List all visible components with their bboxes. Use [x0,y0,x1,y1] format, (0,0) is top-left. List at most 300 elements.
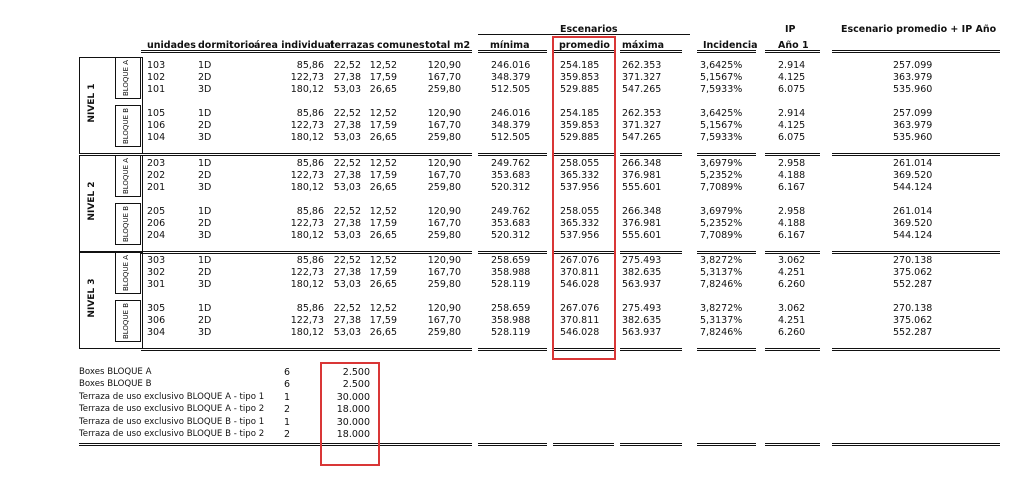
rule-line [620,50,682,51]
table-cell: 7,8246% [700,279,743,291]
rule-line [478,350,547,351]
rule-line [832,52,1000,53]
table-cell: 370.811 [560,315,600,327]
table-cell: 258.055 [560,206,600,217]
table-cell: 257.099 [893,60,933,71]
table-cell: 2D [198,72,212,84]
rule-line [478,153,547,154]
table-cell: 26,65 [369,327,397,339]
extra-qty: 6 [284,367,291,378]
table-cell: 4.251 [778,315,806,327]
rule-line [832,155,1000,156]
table-cell: 101 [147,84,166,96]
table-cell: 6.075 [778,132,806,144]
table-cell: 2.914 [778,60,806,71]
table-cell: 262.353 [622,60,662,71]
table-cell: 180,12 [290,132,324,144]
rule-line [620,445,682,446]
rule-line [478,50,547,51]
table-cell: 365.332 [560,170,600,182]
table-cell: 22,52 [333,108,361,119]
table-cell: 17,59 [369,120,397,132]
table-cell: 3D [198,279,212,291]
table-cell: 359.853 [560,120,600,132]
table-cell: 2.958 [778,206,806,217]
table-cell: 249.762 [491,206,531,217]
extra-label: Boxes BLOQUE B [79,379,152,390]
table-cell: 12,52 [369,255,397,266]
table-cell: 512.505 [491,132,531,144]
rule-line [478,52,547,53]
table-cell: 358.988 [491,315,531,327]
table-cell: 6.167 [778,230,806,242]
column-header: dormitorio [198,40,255,51]
rule-line [620,253,682,254]
table-cell: 365.332 [560,218,600,230]
rule-line [765,445,820,446]
table-cell: 120,90 [427,158,461,169]
rule-line [832,251,1000,252]
table-cell: 563.937 [622,327,662,339]
table-cell: 120,90 [427,206,461,217]
boxes-highlight [320,362,380,466]
table-cell: 382.635 [622,267,662,279]
table-cell: 3.062 [778,255,806,266]
table-cell: 22,52 [333,158,361,169]
table-cell: 246.016 [491,108,531,119]
table-cell: 120,90 [427,303,461,314]
bloque-label: BLOQUE B [122,107,130,145]
table-cell: 167,70 [427,72,461,84]
table-cell: 258.659 [491,255,531,266]
table-cell: 249.762 [491,158,531,169]
rule-line [478,253,547,254]
table-cell: 259,80 [427,327,461,339]
rule-line [765,443,820,444]
table-cell: 363.979 [893,120,933,132]
rule-line [553,445,614,446]
table-cell: 546.028 [560,327,600,339]
table-cell: 27,38 [333,170,361,182]
escenarios-header: Escenarios [560,24,618,35]
table-cell: 3,6979% [700,206,743,217]
table-cell: 257.099 [893,108,933,119]
table-cell: 17,59 [369,170,397,182]
table-cell: 53,03 [333,182,361,194]
table-cell: 262.353 [622,108,662,119]
table-cell: 53,03 [333,84,361,96]
column-header: mínima [490,40,530,51]
table-cell: 305 [147,303,166,314]
column-header: terrazas [330,40,375,51]
table-cell: 22,52 [333,303,361,314]
table-cell: 167,70 [427,170,461,182]
rule-line [697,445,756,446]
table-cell: 246.016 [491,60,531,71]
table-cell: 27,38 [333,72,361,84]
table-cell: 85,86 [296,303,324,314]
table-cell: 261.014 [893,158,933,169]
table-cell: 529.885 [560,84,600,96]
rule-line [832,348,1000,349]
table-cell: 348.379 [491,72,531,84]
table-cell: 2.914 [778,108,806,119]
table-cell: 555.601 [622,230,662,242]
rule-line [765,155,820,156]
table-cell: 26,65 [369,84,397,96]
rule-line [620,350,682,351]
table-cell: 4.188 [778,218,806,230]
table-cell: 275.493 [622,255,662,266]
table-cell: 3D [198,327,212,339]
rule-line [832,50,1000,51]
table-cell: 167,70 [427,315,461,327]
column-header: total m2 [425,40,471,51]
table-cell: 5,1567% [700,72,743,84]
table-cell: 203 [147,158,166,169]
table-cell: 120,90 [427,255,461,266]
rule-line [141,155,472,156]
table-cell: 358.988 [491,267,531,279]
table-cell: 259,80 [427,182,461,194]
table-cell: 261.014 [893,206,933,217]
table-cell: 180,12 [290,327,324,339]
table-cell: 26,65 [369,132,397,144]
table-cell: 206 [147,218,166,230]
rule-line [765,350,820,351]
rule-line [697,350,756,351]
table-cell: 1D [198,60,212,71]
table-cell: 7,7089% [700,182,743,194]
table-cell: 17,59 [369,267,397,279]
table-cell: 259,80 [427,84,461,96]
extra-label: Terraza de uso exclusivo BLOQUE B - tipo 1 [79,416,265,427]
table-cell: 122,73 [290,315,324,327]
table-cell: 375.062 [893,315,933,327]
table-cell: 27,38 [333,120,361,132]
table-cell: 301 [147,279,166,291]
table-cell: 85,86 [296,108,324,119]
table-cell: 3D [198,132,212,144]
table-cell: 547.265 [622,84,662,96]
table-cell: 106 [147,120,166,132]
table-cell: 120,90 [427,60,461,71]
table-cell: 122,73 [290,72,324,84]
table-cell: 535.960 [893,84,933,96]
table-cell: 528.119 [491,327,531,339]
table-cell: 120,90 [427,108,461,119]
column-header: área individual [254,40,335,51]
table-cell: 180,12 [290,182,324,194]
table-cell: 2D [198,218,212,230]
table-cell: 275.493 [622,303,662,314]
table-cell: 180,12 [290,279,324,291]
table-cell: 1D [198,108,212,119]
table-cell: 122,73 [290,267,324,279]
nivel-label: NIVEL 2 [87,181,97,221]
nivel-label: NIVEL 1 [87,83,97,123]
table-cell: 2D [198,267,212,279]
extra-label: Terraza de uso exclusivo BLOQUE A - tipo 1 [79,391,265,402]
rule-line [832,443,1000,444]
table-cell: 53,03 [333,132,361,144]
table-cell: 2D [198,120,212,132]
table-cell: 267.076 [560,255,600,266]
rule-line [141,350,472,351]
table-cell: 359.853 [560,72,600,84]
escenario-ip-header: Escenario promedio + IP Año [841,24,997,35]
table-cell: 85,86 [296,255,324,266]
extra-qty: 2 [284,404,291,416]
table-cell: 270.138 [893,255,933,266]
table-cell: 4.251 [778,267,806,279]
table-cell: 303 [147,255,166,266]
table-cell: 348.379 [491,120,531,132]
table-cell: 6.260 [778,279,806,291]
table-cell: 3.062 [778,303,806,314]
table-cell: 304 [147,327,166,339]
table-cell: 12,52 [369,108,397,119]
table-cell: 5,2352% [700,170,743,182]
rule-line [765,253,820,254]
bloque-label: BLOQUE B [122,205,130,243]
extra-label: Boxes BLOQUE A [79,367,152,377]
table-cell: 27,38 [333,218,361,230]
extra-label: Terraza de uso exclusivo BLOQUE B - tipo 2 [79,429,265,439]
table-cell: 22,52 [333,255,361,266]
table-cell: 266.348 [622,158,662,169]
table-cell: 259,80 [427,230,461,242]
table-cell: 370.811 [560,267,600,279]
rule-line [697,253,756,254]
table-cell: 104 [147,132,166,144]
table-cell: 26,65 [369,182,397,194]
table-cell: 53,03 [333,279,361,291]
rule-line [832,350,1000,351]
table-cell: 202 [147,170,166,182]
table-cell: 369.520 [893,218,933,230]
rule-line [832,445,1000,446]
table-cell: 26,65 [369,230,397,242]
table-cell: 270.138 [893,303,933,314]
table-cell: 12,52 [369,303,397,314]
column-header: comunes [377,40,425,51]
table-cell: 7,8246% [700,327,743,339]
table-cell: 376.981 [622,170,662,182]
table-cell: 363.979 [893,72,933,84]
table-cell: 27,38 [333,315,361,327]
table-cell: 3,6425% [700,108,743,119]
table-cell: 2D [198,315,212,327]
table-cell: 6.167 [778,182,806,194]
escenarios-rule [478,34,690,35]
rule-line [620,443,682,444]
extra-value: 2.500 [342,379,370,391]
rule-line [697,348,756,349]
table-cell: 546.028 [560,279,600,291]
rule-line [697,251,756,252]
table-cell: 4.188 [778,170,806,182]
table-cell: 1D [198,206,212,217]
rule-line [141,253,472,254]
rule-line [620,251,682,252]
table-cell: 537.956 [560,182,600,194]
table-cell: 180,12 [290,230,324,242]
table-cell: 259,80 [427,279,461,291]
table-cell: 3,6425% [700,60,743,71]
table-cell: 520.312 [491,182,531,194]
table-cell: 267.076 [560,303,600,314]
table-cell: 371.327 [622,72,662,84]
table-cell: 53,03 [333,327,361,339]
table-cell: 7,7089% [700,230,743,242]
promedio-highlight [552,36,616,360]
table-cell: 1D [198,255,212,266]
table-cell: 6.260 [778,327,806,339]
table-cell: 85,86 [296,60,324,71]
column-header: Año 1 [778,40,809,51]
rule-line [765,50,820,51]
table-cell: 205 [147,206,166,217]
extra-qty: 1 [284,391,291,403]
table-cell: 535.960 [893,132,933,144]
extra-value: 30.000 [336,391,370,403]
table-cell: 3D [198,182,212,194]
table-cell: 552.287 [893,327,933,339]
rule-line [141,251,472,252]
table-cell: 201 [147,182,166,194]
column-header: unidades [147,40,196,51]
table-cell: 3,6979% [700,158,743,169]
rule-line [141,50,472,51]
bloque-label: BLOQUE B [122,302,130,340]
table-cell: 12,52 [369,206,397,217]
table-cell: 544.124 [893,230,933,242]
table-cell: 85,86 [296,206,324,217]
table-cell: 258.055 [560,158,600,169]
rule-line [697,52,756,53]
rule-line [79,445,472,446]
rule-line [620,155,682,156]
table-cell: 17,59 [369,72,397,84]
rule-line [620,52,682,53]
rule-line [141,52,472,53]
table-cell: 22,52 [333,60,361,71]
table-cell: 3,8272% [700,303,743,314]
table-cell: 375.062 [893,267,933,279]
table-cell: 528.119 [491,279,531,291]
table-cell: 102 [147,72,166,84]
table-cell: 1D [198,303,212,314]
rule-line [765,52,820,53]
table-cell: 2D [198,170,212,182]
table-cell: 382.635 [622,315,662,327]
table-cell: 3,8272% [700,255,743,266]
extra-value: 2.500 [342,367,370,378]
rule-line [765,348,820,349]
table-cell: 512.505 [491,84,531,96]
column-header: Incidencia [703,40,758,51]
table-cell: 85,86 [296,158,324,169]
table-cell: 12,52 [369,158,397,169]
table-cell: 353.683 [491,218,531,230]
rule-line [697,443,756,444]
bloque-label: BLOQUE A [122,59,130,97]
bloque-label: BLOQUE A [122,254,130,292]
table-cell: 5,3137% [700,315,743,327]
table-cell: 547.265 [622,132,662,144]
table-cell: 369.520 [893,170,933,182]
rule-line [697,50,756,51]
table-cell: 180,12 [290,84,324,96]
table-cell: 306 [147,315,166,327]
table-cell: 105 [147,108,166,119]
table-cell: 3D [198,230,212,242]
table-cell: 353.683 [491,170,531,182]
table-cell: 258.659 [491,303,531,314]
table-cell: 266.348 [622,206,662,217]
table-cell: 7,5933% [700,132,743,144]
table-cell: 167,70 [427,218,461,230]
table-cell: 5,2352% [700,218,743,230]
table-cell: 26,65 [369,279,397,291]
extra-qty: 2 [284,429,291,440]
table-cell: 12,52 [369,60,397,71]
rule-line [79,443,472,444]
nivel-label: NIVEL 3 [87,278,97,318]
rule-line [832,253,1000,254]
table-cell: 122,73 [290,120,324,132]
table-cell: 254.185 [560,60,600,71]
table-cell: 4.125 [778,120,806,132]
table-cell: 302 [147,267,166,279]
extra-label: Terraza de uso exclusivo BLOQUE A - tipo 2 [79,404,265,415]
table-cell: 529.885 [560,132,600,144]
table-cell: 122,73 [290,218,324,230]
table-cell: 167,70 [427,120,461,132]
rule-line [141,153,472,154]
rule-line [478,445,547,446]
table-cell: 167,70 [427,267,461,279]
bloque-label: BLOQUE A [122,157,130,195]
rule-line [141,348,472,349]
table-cell: 376.981 [622,218,662,230]
table-cell: 3D [198,84,212,96]
rule-line [765,251,820,252]
table-cell: 544.124 [893,182,933,194]
table-cell: 17,59 [369,315,397,327]
ip-header: IP [785,24,796,35]
table-cell: 53,03 [333,230,361,242]
table-cell: 204 [147,230,166,242]
table-cell: 17,59 [369,218,397,230]
table-cell: 122,73 [290,170,324,182]
table-cell: 552.287 [893,279,933,291]
table-cell: 22,52 [333,206,361,217]
table-cell: 259,80 [427,132,461,144]
table-cell: 520.312 [491,230,531,242]
extra-value: 18.000 [336,404,370,416]
table-cell: 5,3137% [700,267,743,279]
rule-line [478,155,547,156]
table-cell: 537.956 [560,230,600,242]
rule-line [697,155,756,156]
extra-value: 30.000 [336,416,370,428]
table-cell: 6.075 [778,84,806,96]
table-cell: 555.601 [622,182,662,194]
table-cell: 4.125 [778,72,806,84]
rule-line [478,443,547,444]
